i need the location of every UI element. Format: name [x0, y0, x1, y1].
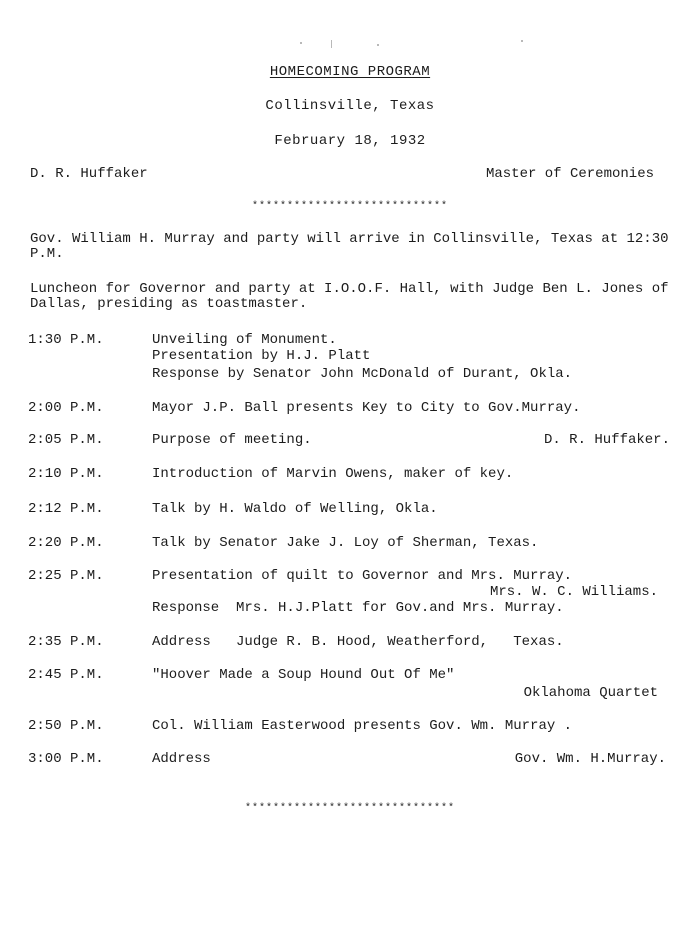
- schedule-text: Response Mrs. H.J.Platt for Gov.and Mrs. Murray.: [152, 600, 564, 616]
- paper-speck: [521, 40, 523, 42]
- paper-speck: [331, 40, 332, 48]
- schedule-time: 2:10 P.M.: [28, 466, 104, 482]
- schedule-time: 2:45 P.M.: [28, 667, 104, 683]
- program-date: February 18, 1932: [274, 133, 426, 149]
- schedule-text: Address: [152, 751, 211, 767]
- schedule-speaker: D. R. Huffaker.: [543, 432, 670, 448]
- divider-top: ****************************: [251, 201, 449, 212]
- program-city: Collinsville, Texas: [265, 98, 435, 114]
- schedule-time: 2:50 P.M.: [28, 718, 104, 734]
- schedule-time: 1:30 P.M.: [28, 332, 104, 348]
- schedule-speaker: Mrs. W. C. Williams.: [489, 584, 658, 600]
- schedule-text: Purpose of meeting.: [152, 432, 312, 448]
- schedule-time: 2:25 P.M.: [28, 568, 104, 584]
- schedule-text: Col. William Easterwood presents Gov. Wm. Murray .: [152, 718, 573, 734]
- divider-bottom: ******************************: [244, 803, 456, 814]
- program-title: HOMECOMING PROGRAM: [269, 64, 431, 80]
- mc-role: Master of Ceremonies: [485, 166, 654, 182]
- schedule-text: Response by Senator John McDonald of Durant, Okla.: [152, 366, 573, 382]
- schedule-time: 2:00 P.M.: [28, 400, 104, 416]
- schedule-text: Introduction of Marvin Owens, maker of key.: [152, 466, 514, 482]
- schedule-speaker: Oklahoma Quartet: [523, 685, 658, 701]
- schedule-time: 2:12 P.M.: [28, 501, 104, 517]
- schedule-time: 2:05 P.M.: [28, 432, 104, 448]
- schedule-speaker: Gov. Wm. H.Murray.: [514, 751, 666, 767]
- schedule-text: Mayor J.P. Ball presents Key to City to Gov.Murray.: [152, 400, 581, 416]
- schedule-time: 2:35 P.M.: [28, 634, 104, 650]
- schedule-time: 2:20 P.M.: [28, 535, 104, 551]
- schedule-text: "Hoover Made a Soup Hound Out Of Me": [152, 667, 455, 683]
- schedule-text: Presentation of quilt to Governor and Mrs. Murray.: [152, 568, 573, 584]
- luncheon-paragraph: Luncheon for Governor and party at I.O.O.F. Hall, with Judge Ben L. Jones of Dallas, presiding as toastmaster.: [30, 281, 669, 312]
- paper-speck: [377, 44, 379, 46]
- schedule-text: Talk by Senator Jake J. Loy of Sherman, Texas.: [152, 535, 539, 551]
- schedule-text: Unveiling of Monument.: [152, 332, 337, 348]
- mc-name: D. R. Huffaker: [30, 166, 148, 182]
- schedule-text: Presentation by H.J. Platt: [152, 348, 371, 364]
- schedule-time: 3:00 P.M.: [28, 751, 104, 767]
- schedule-text: Talk by H. Waldo of Welling, Okla.: [152, 501, 438, 517]
- paper-speck: [300, 42, 302, 44]
- schedule-text: Address Judge R. B. Hood, Weatherford, Texas.: [152, 634, 564, 650]
- arrival-paragraph: Gov. William H. Murray and party will arrive in Collinsville, Texas at 12:30 P.M.: [30, 231, 669, 262]
